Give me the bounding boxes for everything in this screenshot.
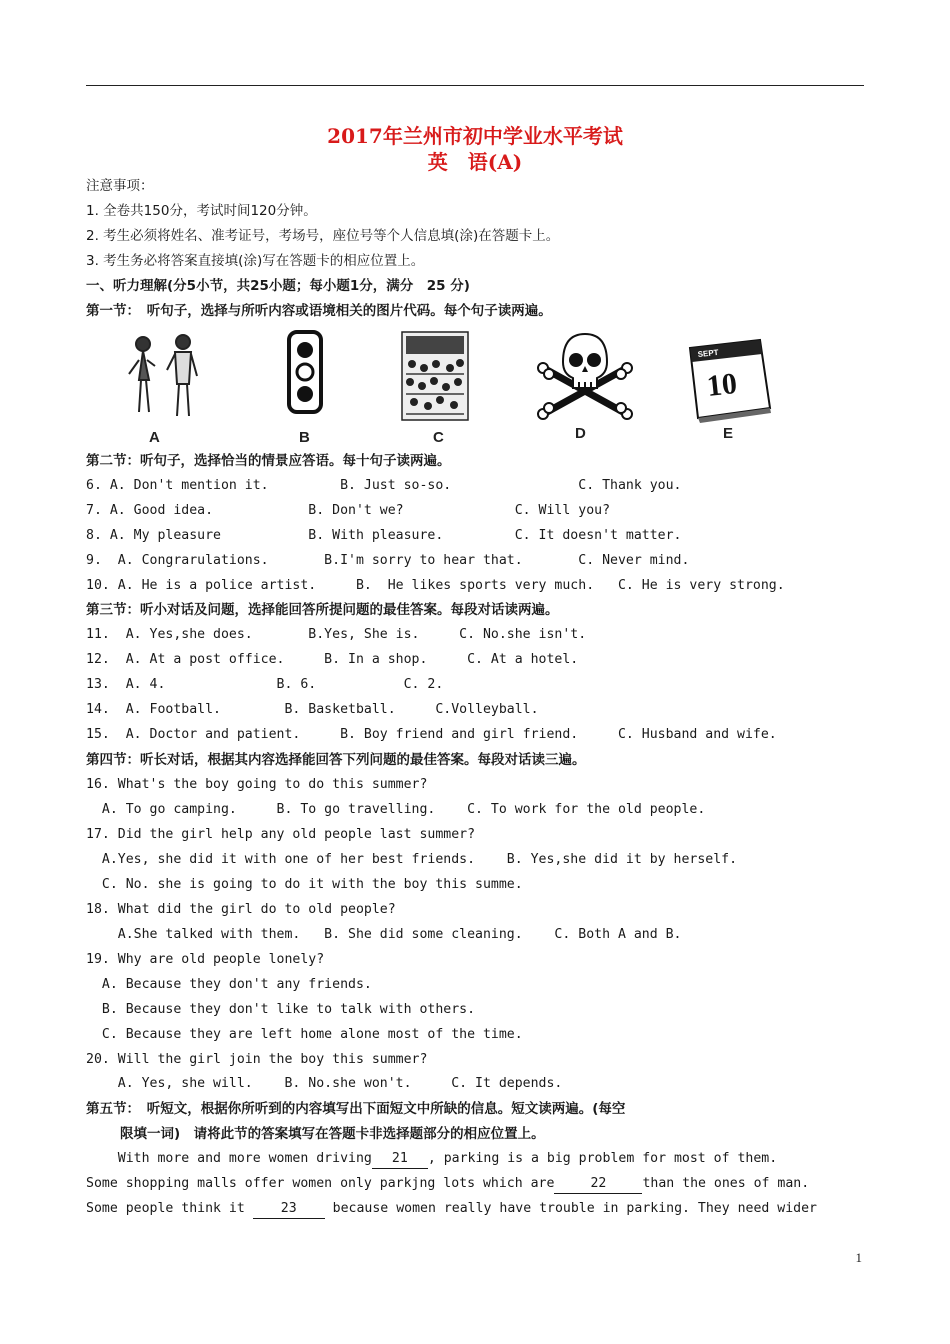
question-line: 13. A. 4. B. 6. C. 2.: [86, 677, 444, 692]
picture-label-a: A: [149, 429, 160, 446]
option-line: B. Because they don't like to talk with others.: [86, 1002, 476, 1017]
passage-text: Some shopping malls offer women only parkjng lots which are: [86, 1176, 555, 1191]
section2-heading: 第二节：听句子，选择恰当的情景应答语。每十句子读两遍。: [86, 453, 451, 469]
option-line: A.She talked with them. B. She did some cleaning. C. Both A and B.: [86, 927, 682, 942]
calendar-day: 10: [705, 367, 739, 403]
two-people-talking-icon: [115, 330, 215, 430]
picture-label-e: E: [723, 425, 734, 442]
blank-21: 21: [372, 1150, 428, 1169]
passage-text: Some people think it: [86, 1201, 253, 1216]
option-line: C. No. she is going to do it with the boy this summe.: [86, 877, 523, 892]
section5-heading-cont: 限填一词) 请将此节的答案填写在答题卡非选择题部分的相应位置上。: [120, 1126, 545, 1142]
header-rule: [86, 85, 864, 86]
question-line: 7. A. Good idea. B. Don't we? C. Will you?: [86, 503, 611, 518]
section4-heading: 第四节：听长对话，根据其内容选择能回答下列问题的最佳答案。每段对话读三遍。: [86, 752, 586, 768]
blank-22: 22: [554, 1175, 642, 1194]
note-item: 2. 考生必须将姓名、准考证号，考场号，座位号等个人信息填(涂)在答题卡上。: [86, 228, 560, 244]
option-line: A. Because they don't any friends.: [86, 977, 372, 992]
passage-line: [86, 1150, 777, 1169]
question-line: 10. A. He is a police artist. B. He likes sports very much. C. He is very strong.: [86, 578, 785, 593]
picture-label-c: C: [433, 429, 444, 446]
calendar-icon: [680, 330, 775, 425]
option-line: C. Because they are left home alone most of the time.: [86, 1027, 523, 1042]
question-line: 19. Why are old people lonely?: [86, 952, 325, 967]
question-line: 20. Will the girl join the boy this summer?: [86, 1052, 428, 1067]
skull-crossbones-icon: [535, 330, 635, 420]
question-line: 17. Did the girl help any old people last summer?: [86, 827, 476, 842]
traffic-light-icon: [285, 330, 325, 420]
picture-label-d: D: [575, 425, 586, 442]
question-line: 6. A. Don't mention it. B. Just so-so. C. Thank you.: [86, 478, 682, 493]
passage-text: , parking is a big problem for most of them.: [427, 1151, 778, 1166]
option-line: A. Yes, she will. B. No.she won't. C. It depends.: [86, 1076, 563, 1091]
question-line: 9. A. Congrarulations. B.I'm sorry to hear that. C. Never mind.: [86, 553, 690, 568]
question-line: 11. A. Yes,she does. B.Yes, She is. C. No.she isn't.: [86, 627, 587, 642]
note-item: 1. 全卷共150分，考试时间120分钟。: [86, 203, 317, 219]
notes-heading: 注意事项：: [86, 178, 154, 194]
calendar-month: SEPT: [697, 347, 720, 359]
crowd-scene-icon: [400, 330, 470, 425]
passage-line: [86, 1175, 809, 1194]
option-line: A.Yes, she did it with one of her best friends. B. Yes,she did it by herself.: [86, 852, 738, 867]
part1-heading: 一、听力理解(分5小节，共25小题；每小题1分，满分 25 分): [86, 278, 470, 294]
passage-line: [86, 1200, 817, 1219]
question-line: 14. A. Football. B. Basketball. C.Volleyball.: [86, 702, 539, 717]
page-number: 1: [855, 1250, 862, 1265]
question-line: 15. A. Doctor and patient. B. Boy friend and girl friend. C. Husband and wife.: [86, 727, 777, 742]
picture-options: [115, 330, 775, 445]
note-item: 3. 考生务必将答案直接填(涂)写在答题卡的相应位置上。: [86, 253, 425, 269]
question-line: 8. A. My pleasure B. With pleasure. C. It doesn't matter.: [86, 528, 682, 543]
picture-label-b: B: [299, 429, 310, 446]
question-line: 16. What's the boy going to do this summer?: [86, 777, 428, 792]
blank-23: 23: [253, 1200, 325, 1219]
exam-title: 2017年兰州市初中学业水平考试: [327, 124, 623, 148]
section1-heading: 第一节： 听句子，选择与所听内容或语境相关的图片代码。每个句子读两遍。: [86, 303, 552, 319]
question-line: 18. What did the girl do to old people?: [86, 902, 396, 917]
passage-text: than the ones of man.: [642, 1176, 810, 1191]
question-line: 12. A. At a post office. B. In a shop. C. At a hotel.: [86, 652, 579, 667]
option-line: A. To go camping. B. To go travelling. C. To work for the old people.: [86, 802, 706, 817]
section3-heading: 第三节：听小对话及问题，选择能回答所提问题的最佳答案。每段对话读两遍。: [86, 602, 559, 618]
passage-text: because women really have trouble in parking. They need wider: [324, 1201, 817, 1216]
passage-text: With more and more women driving: [86, 1151, 372, 1166]
section5-heading: 第五节： 听短文，根据你所听到的内容填写出下面短文中所缺的信息。短文读两遍。(每空: [86, 1101, 626, 1117]
exam-subject: 英 语(A): [427, 150, 523, 174]
